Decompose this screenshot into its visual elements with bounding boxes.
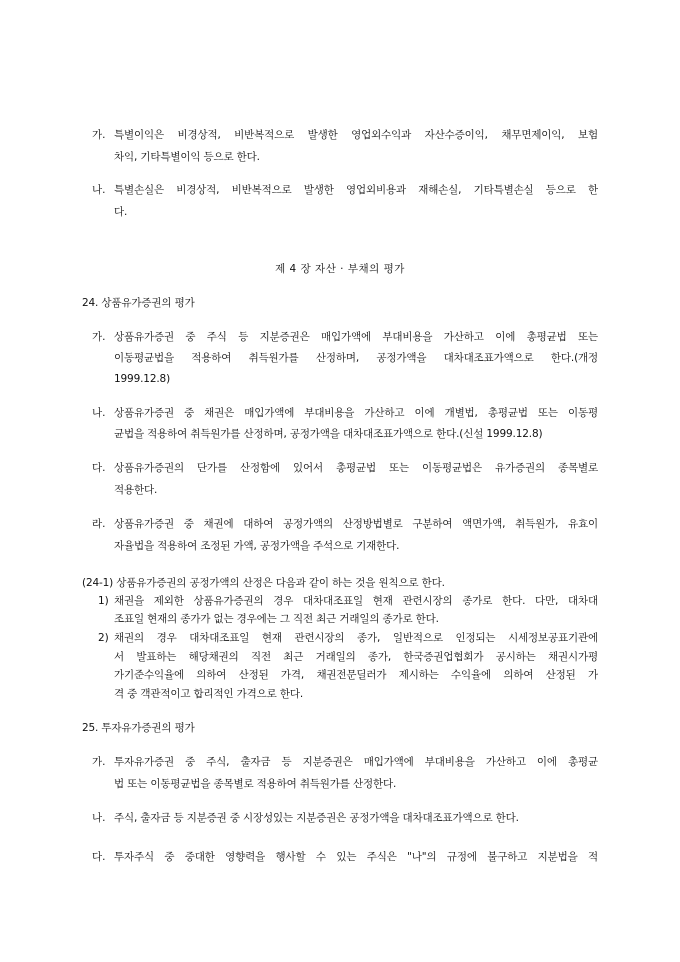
paragraph-line: 자율법을 적용하여 조정된 가액, 공정가액을 주석으로 기재한다. <box>114 540 400 552</box>
note-intro: (24-1) 상품유가증권의 공정가액의 산정은 다음과 같이 하는 것을 원칙으로 한다. <box>82 577 445 589</box>
paragraph-line: 상품유가증권 중 주식 등 지분증권은 매입가액에 부대비용을 가산하고 이에 총평균법 또는 <box>114 331 598 343</box>
list-marker-da: 다. <box>92 462 106 474</box>
section-heading-24: 24. 상품유가증권의 평가 <box>82 297 195 309</box>
note-line: 채권을 제외한 상품유가증권의 경우 대차대조표일 현재 관련시장의 종가로 한다. 다만, 대차대 <box>114 595 598 607</box>
paragraph-line: 법 또는 이동평균법을 종목별로 적용하여 취득원가를 산정한다. <box>114 778 397 790</box>
paragraph-line: 투자주식 중 중대한 영향력을 행사할 수 있는 주식은 "나"의 규정에 불구하고 지분법을 적 <box>114 851 598 863</box>
paragraph-line: 상품유가증권의 단가를 산정함에 있어서 총평균법 또는 이동평균법은 유가증권의 종목별로 <box>114 462 598 474</box>
list-marker-ga: 가. <box>92 129 106 141</box>
paragraph-line: 균법을 적용하여 취득원가를 산정하며, 공정가액을 대차대조표가액으로 한다.(신설 1999.12.8) <box>114 428 543 440</box>
note-item-marker: 1) <box>98 595 109 607</box>
list-marker-da: 다. <box>92 851 106 863</box>
note-line: 격 중 객관적이고 합리적인 가격으로 한다. <box>114 688 304 700</box>
note-line: 채권의 경우 대차대조표일 현재 관련시장의 종가, 일반적으로 인정되는 시세정보공표기관에 <box>114 632 598 644</box>
chapter-title: 제 4 장 자산 · 부채의 평가 <box>275 263 405 275</box>
paragraph-line: 이동평균법을 적용하여 취득원가를 산정하며, 공정가액을 대차대조표가액으로 한다.(개정 <box>114 352 598 364</box>
note-line: 서 발표하는 해당채권의 직전 최근 거래일의 종가, 한국증권업협회가 공시하는 채권시가평 <box>114 651 598 663</box>
note-item-marker: 2) <box>98 632 109 644</box>
list-marker-ga: 가. <box>92 756 106 768</box>
list-marker-na: 나. <box>92 407 106 419</box>
list-marker-ga: 가. <box>92 331 106 343</box>
paragraph-line: 특별이익은 비경상적, 비반복적으로 발생한 영업외수익과 자산수증이익, 채무면제이익, 보험 <box>114 129 598 141</box>
paragraph-line: 적용한다. <box>114 484 158 496</box>
note-line: 가기준수익율에 의하여 산정된 가격, 채권전문딜러가 제시하는 수익율에 의하여 산정된 가 <box>114 669 598 681</box>
list-marker-ra: 라. <box>92 518 106 530</box>
paragraph-line: 투자유가증권 중 주식, 출자금 등 지분증권은 매입가액에 부대비용을 가산하고 이에 총평균 <box>114 756 598 768</box>
note-line: 조표일 현재의 종가가 없는 경우에는 그 직전 최근 거래일의 종가로 한다. <box>114 613 439 625</box>
paragraph-line: 1999.12.8) <box>114 373 171 385</box>
paragraph-line: 주식, 출자금 등 지분증권 중 시장성있는 지분증권은 공정가액을 대차대조표가액으로 한다. <box>114 812 519 824</box>
list-marker-na: 나. <box>92 812 106 824</box>
paragraph-line: 다. <box>114 206 128 218</box>
paragraph-line: 상품유가증권 중 채권은 매입가액에 부대비용을 가산하고 이에 개별법, 총평균법 또는 이동평 <box>114 407 598 419</box>
paragraph-line: 상품유가증권 중 채권에 대하여 공정가액의 산정방법별로 구분하여 액면가액, 취득원가, 유효이 <box>114 518 598 530</box>
list-marker-na: 나. <box>92 184 106 196</box>
paragraph-line: 특별손실은 비경상적, 비반복적으로 발생한 영업외비용과 재해손실, 기타특별손실 등으로 한 <box>114 184 598 196</box>
paragraph-line: 차익, 기타특별이익 등으로 한다. <box>114 151 260 163</box>
section-heading-25: 25. 투자유가증권의 평가 <box>82 722 195 734</box>
